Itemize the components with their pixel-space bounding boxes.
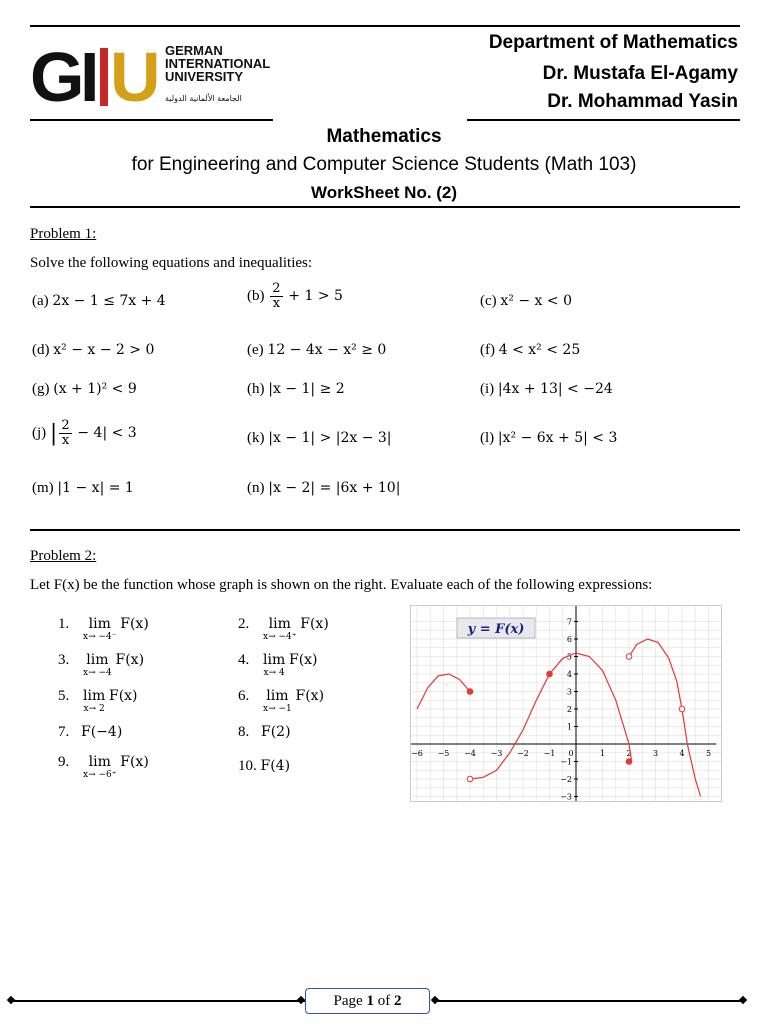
limit-word: lim <box>83 688 106 704</box>
subject-title: Mathematics <box>326 126 442 147</box>
problem1-item-d <box>32 342 154 359</box>
y-tick-label: 1 <box>566 722 572 732</box>
limit <box>83 616 117 642</box>
fraction-numerator: 2 <box>272 281 281 296</box>
problem2-item-3 <box>58 652 144 678</box>
item-number: 6. <box>238 688 250 704</box>
abs-bar: | <box>49 421 58 446</box>
problem1-item-a <box>32 293 166 310</box>
limit-subscript: x→ −1 <box>263 704 292 714</box>
page-indicator <box>305 988 430 1014</box>
open-point <box>679 706 685 712</box>
instructor-1: Dr. Mustafa El-Agamy <box>542 63 738 84</box>
function-expression: F(x) <box>300 616 329 632</box>
x-tick-label: 2 <box>626 749 632 758</box>
function-expression: F(2) <box>261 724 291 740</box>
function-expression: F(x) <box>120 616 149 632</box>
problem1-item-j <box>32 419 137 448</box>
x-tick-label: −4 <box>464 749 476 758</box>
logo-line-university: UNIVERSITY <box>165 69 244 84</box>
fraction <box>270 282 282 311</box>
item-number: 10. <box>238 758 257 774</box>
problem1-item-m <box>32 480 134 497</box>
item-label: (b) <box>247 287 265 304</box>
item-expression: |4x + 13| < −24 <box>497 381 613 397</box>
problem1-instruction: Solve the following equations and inequalities: <box>30 255 313 271</box>
problem1-item-c <box>480 293 572 310</box>
limit <box>83 652 112 678</box>
y-tick-label: −2 <box>560 775 572 784</box>
problem2-item-7 <box>58 724 122 741</box>
logo-red-bar <box>100 48 108 106</box>
limit-word: lim <box>268 616 291 632</box>
closed-point <box>626 759 632 765</box>
limit-word: lim <box>88 754 111 770</box>
fraction-denominator: x <box>59 433 71 448</box>
item-expression: |x − 1| ≥ 2 <box>268 381 345 397</box>
item-label: (g) <box>32 381 50 397</box>
function-expression: F(x) <box>295 688 325 704</box>
page-word: Page <box>333 993 363 1009</box>
problem1-item-i <box>480 381 613 398</box>
function-expression: F(4) <box>260 758 291 774</box>
function-expression: F(x) <box>120 754 149 770</box>
limit <box>263 652 285 678</box>
y-tick-label: −3 <box>560 792 572 801</box>
department-name: Department of Mathematics <box>488 32 738 53</box>
item-label: (j) <box>32 424 47 441</box>
course-title: for Engineering and Computer Science Students (Math 103) <box>131 154 637 175</box>
y-tick-label: 2 <box>566 705 572 714</box>
page-of-word: of <box>377 993 391 1009</box>
item-number: 2. <box>238 616 250 632</box>
item-expression: − 4| < 3 <box>77 424 137 441</box>
footer-left-rule <box>12 1000 305 1002</box>
limit-subscript: x→ 4 <box>263 668 285 678</box>
limit <box>83 754 117 780</box>
footer-right-rule <box>436 1000 744 1002</box>
y-tick-label: 5 <box>566 652 572 662</box>
graph-canvas <box>411 606 721 801</box>
y-tick-label: −1 <box>560 757 572 767</box>
function-expression: F(x) <box>115 652 145 668</box>
open-point <box>467 776 473 782</box>
x-tick-label: −2 <box>517 749 529 758</box>
limit-subscript: x→ −4 <box>83 668 112 678</box>
limit-word: lim <box>86 652 109 668</box>
y-tick-label: 6 <box>566 635 572 644</box>
item-expression: |x² − 6x + 5| < 3 <box>497 430 618 446</box>
limit <box>83 688 105 714</box>
problem2-item-5 <box>58 688 138 714</box>
problem2-item-9 <box>58 754 149 780</box>
item-label: (d) <box>32 342 50 358</box>
problem1-item-h <box>247 381 345 398</box>
limit-subscript: x→ −6⁺ <box>83 770 117 780</box>
item-number: 8. <box>238 724 250 740</box>
footer-right-diamond <box>739 996 747 1004</box>
item-label: (l) <box>480 430 495 446</box>
function-expression: F(x) <box>108 688 138 704</box>
item-expression: 2x − 1 ≤ 7x + 4 <box>52 293 166 309</box>
problem1-item-f <box>480 342 580 359</box>
title-bottom-rule <box>30 206 740 208</box>
problem1-item-e <box>247 342 386 359</box>
x-tick-label: 4 <box>679 749 685 758</box>
item-expression: |x − 2| = |6x + 10| <box>268 480 401 496</box>
item-label: (m) <box>32 480 54 496</box>
problem1-heading: Problem 1: <box>30 226 97 242</box>
limit <box>263 616 297 642</box>
logo-line-international: INTERNATIONAL <box>165 56 271 71</box>
problem2-item-8 <box>238 724 291 741</box>
problem1-item-n <box>247 480 400 497</box>
item-expression: x² − x − 2 > 0 <box>53 342 155 358</box>
item-expression: 12 − 4x − x² ≥ 0 <box>267 342 387 358</box>
closed-point <box>467 689 473 695</box>
header-left-bottom-rule <box>30 119 273 121</box>
x-tick-label: −3 <box>490 749 503 758</box>
y-tick-label: 7 <box>566 617 572 627</box>
problem1-item-k <box>247 430 392 447</box>
item-label: (c) <box>480 293 497 309</box>
section-divider-rule <box>30 529 740 531</box>
item-expression: 4 < x² < 25 <box>498 342 581 358</box>
item-number: 4. <box>238 652 250 668</box>
fraction-denominator: x <box>270 296 282 311</box>
item-number: 1. <box>58 616 70 632</box>
item-label: (e) <box>247 342 264 358</box>
problem1-item-b <box>247 282 343 311</box>
item-expression: (x + 1)² < 9 <box>53 381 137 397</box>
limit-subscript: x→ −4⁻ <box>83 632 117 642</box>
header-right-bottom-rule <box>467 119 740 121</box>
item-label: (h) <box>247 381 265 397</box>
item-expression: |1 − x| = 1 <box>57 480 134 496</box>
limit-subscript: x→ 2 <box>83 704 105 714</box>
x-tick-label: 0 <box>568 749 574 758</box>
item-number: 3. <box>58 652 70 668</box>
giu-logo <box>30 38 280 116</box>
item-number: 9. <box>58 754 70 770</box>
problem2-item-2 <box>238 616 329 642</box>
item-expression: |x − 1| > |2x − 3| <box>268 430 392 446</box>
closed-point <box>547 671 553 677</box>
item-expression: x² − x < 0 <box>500 293 572 309</box>
x-tick-label: 3 <box>652 749 659 758</box>
item-label: (a) <box>32 293 49 309</box>
open-point <box>626 654 632 660</box>
function-expression: F(−4) <box>81 724 123 740</box>
y-tick-label: 4 <box>566 670 572 679</box>
limit-subscript: x→ −4⁺ <box>263 632 297 642</box>
logo-letter-u: U <box>110 38 161 116</box>
x-tick-label: 1 <box>599 749 606 758</box>
fraction <box>59 419 71 448</box>
item-label: (i) <box>480 381 495 397</box>
logo-line-german: GERMAN <box>165 43 223 58</box>
worksheet-title: WorkSheet No. (2) <box>310 183 458 202</box>
instructor-2: Dr. Mohammad Yasin <box>547 91 738 112</box>
problem1-item-g <box>32 381 137 398</box>
problem2-item-6 <box>238 688 324 714</box>
problem2-intro: Let F(x) be the function whose graph is shown on the right. Evaluate each of the following expressions: <box>30 577 653 593</box>
logo-letter-i: I <box>80 38 100 116</box>
page-number: 1 <box>366 993 374 1009</box>
logo-university-name <box>165 44 270 83</box>
x-tick-label: −1 <box>543 749 556 758</box>
function-graph <box>410 605 722 802</box>
x-tick-label: 5 <box>705 749 712 758</box>
problem2-item-4 <box>238 652 318 678</box>
header-top-rule <box>30 25 740 27</box>
item-expression: + 1 > 5 <box>288 287 343 304</box>
item-number: 7. <box>58 724 70 740</box>
x-tick-label: −5 <box>437 749 450 758</box>
logo-arabic-name: الجامعة الألمانية الدولية <box>165 94 242 103</box>
footer-mid-left-diamond <box>297 996 305 1004</box>
problem1-item-l <box>480 430 617 447</box>
problem2-item-1 <box>58 616 149 642</box>
limit-word: lim <box>263 652 286 668</box>
logo-letter-g: G <box>30 38 85 116</box>
fraction-numerator: 2 <box>61 418 70 433</box>
item-label: (n) <box>247 480 265 496</box>
function-expression: F(x) <box>288 652 318 668</box>
limit-word: lim <box>88 616 111 632</box>
problem2-item-10 <box>238 758 290 775</box>
item-label: (f) <box>480 342 495 358</box>
limit-word: lim <box>266 688 289 704</box>
item-number: 5. <box>58 688 70 704</box>
item-label: (k) <box>247 430 265 446</box>
page-total: 2 <box>393 993 402 1009</box>
problem2-heading: Problem 2: <box>30 548 97 564</box>
limit <box>263 688 292 714</box>
y-tick-label: 3 <box>566 687 572 697</box>
graph-label: y = F(x) <box>467 622 525 637</box>
x-tick-label: −6 <box>411 749 423 758</box>
